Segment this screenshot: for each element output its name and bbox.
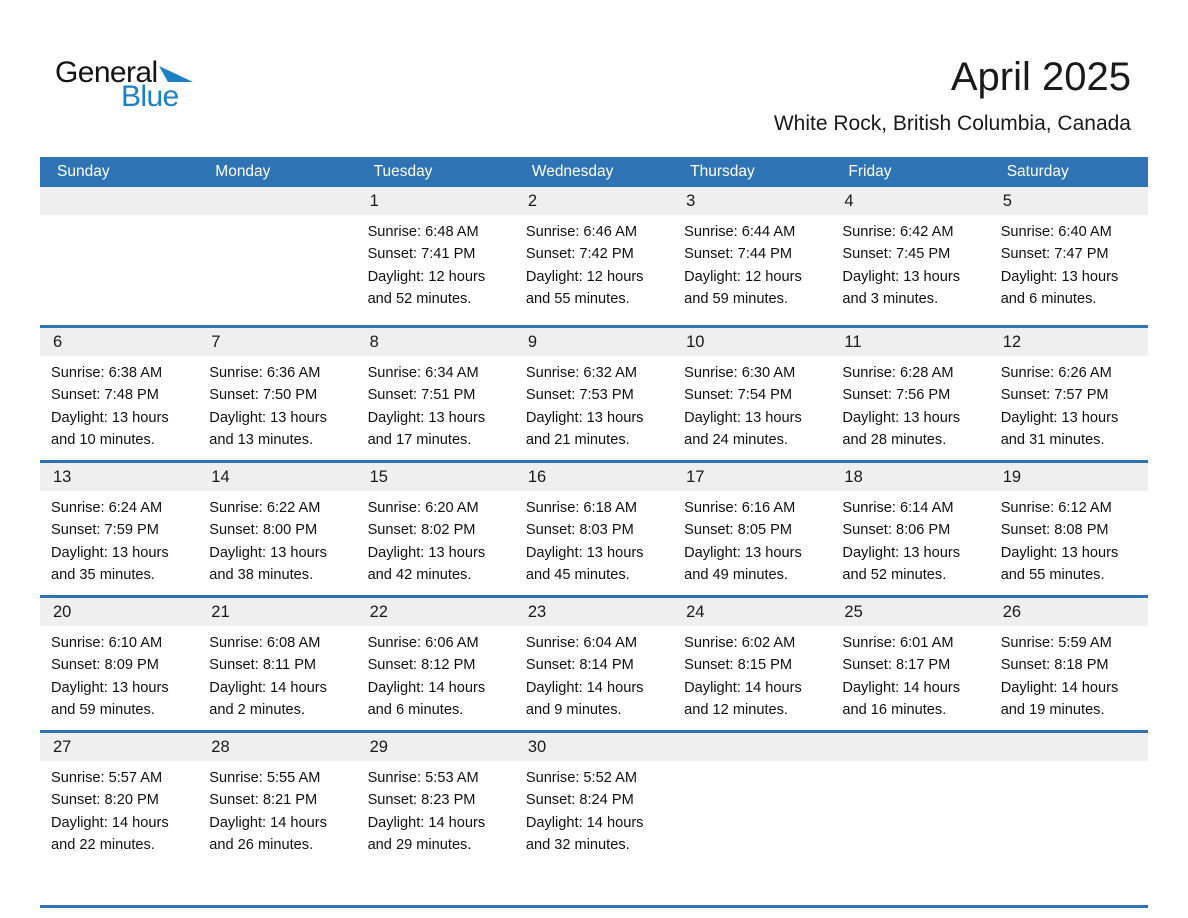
week-row-5 bbox=[40, 730, 1148, 865]
day-cell-empty bbox=[990, 733, 1148, 865]
day-detail-line: and 10 minutes. bbox=[51, 432, 155, 449]
day-detail-line: and 49 minutes. bbox=[684, 567, 788, 584]
day-cell bbox=[990, 187, 1148, 325]
day-detail-line: and 31 minutes. bbox=[1000, 432, 1105, 449]
day-detail-line: Sunset: 7:50 PM bbox=[209, 387, 318, 404]
day-cell bbox=[515, 598, 673, 730]
day-number: 11 bbox=[844, 332, 862, 351]
day-detail-line: Sunrise: 5:52 AM bbox=[525, 770, 637, 786]
day-detail-line: Sunset: 7:53 PM bbox=[525, 387, 634, 404]
day-detail-line: Sunset: 8:14 PM bbox=[525, 657, 634, 674]
day-number: 14 bbox=[211, 467, 230, 486]
day-number-band bbox=[673, 598, 831, 626]
day-detail-line: Sunset: 8:15 PM bbox=[684, 657, 793, 674]
calendar-weeks bbox=[40, 187, 1148, 865]
weekday-header-sunday: Sunday bbox=[57, 163, 110, 180]
day-number: 20 bbox=[53, 602, 72, 621]
day-detail-line: Sunset: 8:17 PM bbox=[842, 657, 951, 674]
day-number-band bbox=[831, 463, 989, 491]
day-number: 9 bbox=[527, 332, 538, 351]
day-details bbox=[357, 491, 515, 587]
day-detail-line: Sunset: 8:18 PM bbox=[1000, 657, 1109, 674]
day-detail-line: and 45 minutes. bbox=[525, 567, 630, 584]
day-detail-line: Daylight: 13 hours bbox=[1000, 409, 1119, 426]
title-block bbox=[774, 56, 1131, 136]
weekday-header-wednesday: Wednesday bbox=[531, 163, 614, 180]
day-detail-line: and 55 minutes. bbox=[525, 291, 630, 308]
day-detail-line: and 3 minutes. bbox=[842, 291, 939, 308]
week-row-1 bbox=[40, 187, 1148, 325]
day-number-band bbox=[831, 187, 989, 215]
day-cell bbox=[990, 463, 1148, 595]
day-cell bbox=[357, 598, 515, 730]
day-detail-line: Daylight: 14 hours bbox=[525, 814, 644, 831]
day-cell bbox=[357, 187, 515, 325]
week-row-3 bbox=[40, 460, 1148, 595]
day-details bbox=[990, 491, 1148, 587]
day-cell bbox=[357, 463, 515, 595]
day-number-band bbox=[990, 328, 1148, 356]
day-details bbox=[198, 356, 356, 452]
day-cell bbox=[990, 598, 1148, 730]
day-detail-line: Sunset: 8:11 PM bbox=[209, 657, 317, 674]
day-detail-line: Sunset: 7:57 PM bbox=[1000, 387, 1109, 404]
day-number-band bbox=[673, 463, 831, 491]
day-details bbox=[831, 356, 989, 452]
day-number-band bbox=[198, 187, 356, 215]
day-number-band bbox=[515, 463, 673, 491]
day-detail-line: Sunrise: 5:57 AM bbox=[51, 770, 163, 786]
day-detail-line: and 9 minutes. bbox=[525, 702, 622, 719]
day-number-band bbox=[990, 598, 1148, 626]
day-cell bbox=[673, 328, 831, 460]
day-number-band bbox=[40, 187, 198, 215]
day-detail-line: Sunrise: 6:18 AM bbox=[525, 500, 637, 516]
location-subtitle: White Rock, British Columbia, Canada bbox=[773, 112, 1131, 135]
day-cell bbox=[831, 463, 989, 595]
weekday-header-saturday: Saturday bbox=[1006, 163, 1069, 180]
day-detail-line: Daylight: 14 hours bbox=[209, 679, 327, 696]
day-detail-line: Daylight: 13 hours bbox=[684, 544, 802, 561]
day-number-band bbox=[990, 187, 1148, 215]
day-detail-line: Sunset: 7:45 PM bbox=[842, 246, 951, 263]
day-details bbox=[40, 215, 198, 221]
day-number-band bbox=[198, 463, 356, 491]
day-number-band bbox=[40, 733, 198, 761]
day-cell bbox=[198, 463, 356, 595]
day-number: 18 bbox=[844, 467, 863, 486]
logo-general-text: General bbox=[55, 56, 158, 89]
day-number: 19 bbox=[1002, 467, 1022, 486]
day-cell bbox=[831, 328, 989, 460]
day-detail-line: Sunset: 7:41 PM bbox=[367, 246, 476, 263]
day-detail-line: Daylight: 13 hours bbox=[1000, 268, 1119, 285]
day-cell bbox=[831, 598, 989, 730]
day-detail-line: Sunrise: 6:40 AM bbox=[1000, 224, 1112, 240]
day-detail-line: Sunset: 8:06 PM bbox=[842, 522, 951, 539]
day-details bbox=[673, 491, 831, 587]
day-number: 13 bbox=[53, 467, 72, 486]
day-detail-line: Daylight: 14 hours bbox=[1000, 679, 1119, 696]
day-details bbox=[40, 626, 198, 722]
day-number-band bbox=[40, 598, 198, 626]
day-details bbox=[673, 356, 831, 452]
day-detail-line: Sunrise: 6:32 AM bbox=[525, 365, 637, 381]
day-details bbox=[990, 215, 1148, 311]
day-detail-line: Sunset: 8:09 PM bbox=[51, 657, 159, 674]
day-detail-line: Sunrise: 6:42 AM bbox=[842, 224, 954, 240]
day-details bbox=[990, 761, 1148, 767]
day-detail-line: and 35 minutes. bbox=[51, 567, 155, 584]
day-detail-line: Sunrise: 6:08 AM bbox=[209, 635, 321, 651]
day-detail-line: Sunrise: 6:20 AM bbox=[367, 500, 479, 516]
day-detail-line: Daylight: 13 hours bbox=[842, 544, 961, 561]
day-detail-line: Daylight: 13 hours bbox=[51, 544, 169, 561]
day-details bbox=[198, 215, 356, 221]
day-detail-line: Daylight: 12 hours bbox=[525, 268, 644, 285]
day-details bbox=[357, 356, 515, 452]
day-detail-line: and 29 minutes. bbox=[367, 837, 472, 854]
day-cell bbox=[40, 328, 198, 460]
day-detail-line: Daylight: 13 hours bbox=[367, 409, 486, 426]
day-detail-line: Sunset: 8:20 PM bbox=[51, 792, 159, 809]
day-detail-line: Sunrise: 6:48 AM bbox=[367, 224, 479, 240]
day-detail-line: Sunset: 7:42 PM bbox=[525, 246, 634, 263]
day-detail-line: and 52 minutes. bbox=[367, 291, 472, 308]
day-detail-line: Sunset: 7:47 PM bbox=[1000, 246, 1109, 263]
day-number-band bbox=[990, 733, 1148, 761]
day-number: 29 bbox=[369, 737, 388, 756]
day-number-band bbox=[673, 187, 831, 215]
day-cell-empty bbox=[831, 733, 989, 865]
day-detail-line: and 6 minutes. bbox=[367, 702, 464, 719]
day-number: 25 bbox=[844, 602, 863, 621]
day-number-band bbox=[357, 187, 515, 215]
day-number-band bbox=[40, 328, 198, 356]
day-detail-line: Sunrise: 5:59 AM bbox=[1000, 635, 1112, 651]
day-cell bbox=[198, 328, 356, 460]
day-number: 6 bbox=[53, 332, 63, 351]
week-row-4 bbox=[40, 595, 1148, 730]
day-number: 3 bbox=[686, 191, 696, 210]
day-detail-line: Sunset: 7:44 PM bbox=[684, 246, 793, 263]
day-detail-line: Sunset: 7:56 PM bbox=[842, 387, 951, 404]
day-number: 21 bbox=[211, 602, 230, 621]
day-number: 15 bbox=[369, 467, 388, 486]
day-number-band bbox=[831, 328, 989, 356]
day-number-band bbox=[198, 733, 356, 761]
day-details bbox=[40, 491, 198, 587]
day-number: 7 bbox=[211, 332, 221, 351]
weekday-header-row bbox=[40, 157, 1148, 187]
day-detail-line: Sunrise: 6:14 AM bbox=[842, 500, 954, 516]
day-cell bbox=[673, 598, 831, 730]
day-number: 10 bbox=[686, 332, 705, 351]
day-detail-line: Sunset: 8:00 PM bbox=[209, 522, 318, 539]
day-detail-line: Daylight: 12 hours bbox=[367, 268, 486, 285]
day-number: 22 bbox=[369, 602, 388, 621]
day-cell bbox=[673, 187, 831, 325]
day-number: 23 bbox=[527, 602, 547, 621]
weekday-header-friday: Friday bbox=[848, 163, 892, 180]
day-detail-line: and 19 minutes. bbox=[1000, 702, 1105, 719]
day-number: 1 bbox=[369, 191, 379, 210]
day-detail-line: and 38 minutes. bbox=[209, 567, 314, 584]
day-detail-line: Sunrise: 6:04 AM bbox=[525, 635, 637, 651]
day-number-band bbox=[357, 328, 515, 356]
day-detail-line: and 28 minutes. bbox=[842, 432, 947, 449]
day-number: 8 bbox=[369, 332, 379, 351]
weekday-header-monday: Monday bbox=[215, 163, 271, 180]
day-detail-line: and 24 minutes. bbox=[684, 432, 788, 449]
day-detail-line: and 17 minutes. bbox=[367, 432, 472, 449]
day-number: 2 bbox=[527, 191, 538, 210]
day-number: 28 bbox=[211, 737, 230, 756]
day-number-band bbox=[357, 463, 515, 491]
day-cell bbox=[198, 598, 356, 730]
day-detail-line: Daylight: 12 hours bbox=[684, 268, 802, 285]
day-detail-line: Sunrise: 6:44 AM bbox=[684, 224, 796, 240]
day-cell bbox=[515, 733, 673, 865]
day-details bbox=[198, 761, 356, 857]
day-detail-line: Sunrise: 6:34 AM bbox=[367, 365, 479, 381]
day-details bbox=[673, 215, 831, 311]
day-number-band bbox=[990, 463, 1148, 491]
day-number: 27 bbox=[53, 737, 72, 756]
day-cell bbox=[515, 328, 673, 460]
day-detail-line: Sunrise: 6:10 AM bbox=[51, 635, 163, 651]
day-details bbox=[357, 215, 515, 311]
day-detail-line: Daylight: 13 hours bbox=[525, 409, 644, 426]
day-detail-line: Daylight: 14 hours bbox=[842, 679, 961, 696]
day-number-band bbox=[40, 463, 198, 491]
day-number-band bbox=[357, 598, 515, 626]
day-number-band bbox=[198, 328, 356, 356]
day-number: 17 bbox=[686, 467, 705, 486]
day-detail-line: Sunrise: 6:26 AM bbox=[1000, 365, 1112, 381]
day-cell bbox=[831, 187, 989, 325]
day-details bbox=[357, 626, 515, 722]
day-detail-line: Daylight: 14 hours bbox=[684, 679, 802, 696]
day-detail-line: Daylight: 14 hours bbox=[367, 679, 486, 696]
day-detail-line: and 42 minutes. bbox=[367, 567, 472, 584]
day-cell bbox=[40, 598, 198, 730]
day-details bbox=[831, 761, 989, 767]
day-detail-line: and 22 minutes. bbox=[51, 837, 155, 854]
day-detail-line: Sunrise: 5:55 AM bbox=[209, 770, 321, 786]
week-row-2 bbox=[40, 325, 1148, 460]
day-detail-line: Daylight: 13 hours bbox=[367, 544, 486, 561]
day-number: 4 bbox=[844, 191, 854, 210]
page-title: April 2025 bbox=[950, 55, 1131, 99]
day-detail-line: and 26 minutes. bbox=[209, 837, 314, 854]
day-detail-line: Daylight: 13 hours bbox=[684, 409, 802, 426]
day-detail-line: and 55 minutes. bbox=[1000, 567, 1105, 584]
day-number-band bbox=[515, 328, 673, 356]
day-detail-line: Daylight: 14 hours bbox=[367, 814, 486, 831]
day-cell bbox=[40, 463, 198, 595]
day-cell bbox=[357, 733, 515, 865]
day-number: 16 bbox=[527, 467, 547, 486]
day-detail-line: and 12 minutes. bbox=[684, 702, 788, 719]
day-detail-line: Sunset: 8:08 PM bbox=[1000, 522, 1109, 539]
day-detail-line: Sunrise: 6:16 AM bbox=[684, 500, 796, 516]
day-cell-empty bbox=[40, 187, 198, 325]
day-number: 24 bbox=[686, 602, 705, 621]
day-details bbox=[831, 491, 989, 587]
day-detail-line: Sunset: 7:51 PM bbox=[367, 387, 476, 404]
day-number-band bbox=[515, 733, 673, 761]
day-details bbox=[515, 215, 673, 311]
day-detail-line: and 13 minutes. bbox=[209, 432, 314, 449]
day-number: 26 bbox=[1002, 602, 1022, 621]
day-number: 12 bbox=[1002, 332, 1022, 351]
day-number-band bbox=[198, 598, 356, 626]
general-blue-logo bbox=[55, 57, 193, 112]
day-detail-line: Sunset: 8:05 PM bbox=[684, 522, 793, 539]
day-detail-line: Sunset: 7:59 PM bbox=[51, 522, 159, 539]
day-detail-line: Sunrise: 6:12 AM bbox=[1000, 500, 1112, 516]
day-detail-line: Sunrise: 6:01 AM bbox=[842, 635, 954, 651]
day-detail-line: Daylight: 13 hours bbox=[1000, 544, 1119, 561]
day-number-band bbox=[673, 733, 831, 761]
day-details bbox=[673, 626, 831, 722]
day-detail-line: and 59 minutes. bbox=[51, 702, 155, 719]
day-number: 30 bbox=[527, 737, 547, 756]
day-details bbox=[40, 761, 198, 857]
day-cell-empty bbox=[673, 733, 831, 865]
day-detail-line: Sunrise: 6:46 AM bbox=[525, 224, 637, 240]
day-number-band bbox=[673, 328, 831, 356]
day-detail-line: Sunrise: 6:06 AM bbox=[367, 635, 479, 651]
day-details bbox=[198, 626, 356, 722]
day-details bbox=[515, 626, 673, 722]
weekday-header-thursday: Thursday bbox=[690, 163, 755, 180]
day-number-band bbox=[515, 187, 673, 215]
day-details bbox=[515, 761, 673, 857]
day-cell bbox=[515, 187, 673, 325]
day-cell bbox=[357, 328, 515, 460]
day-details bbox=[198, 491, 356, 587]
day-details bbox=[40, 356, 198, 452]
day-detail-line: Sunrise: 5:53 AM bbox=[367, 770, 479, 786]
day-details bbox=[831, 215, 989, 311]
day-cell bbox=[40, 733, 198, 865]
day-detail-line: Sunset: 8:23 PM bbox=[367, 792, 476, 809]
day-details bbox=[673, 761, 831, 767]
day-detail-line: Sunset: 7:48 PM bbox=[51, 387, 159, 404]
day-number-band bbox=[831, 733, 989, 761]
day-detail-line: Sunrise: 6:24 AM bbox=[51, 500, 163, 516]
day-detail-line: Daylight: 13 hours bbox=[51, 679, 169, 696]
day-number-band bbox=[515, 598, 673, 626]
day-detail-line: and 6 minutes. bbox=[1000, 291, 1097, 308]
day-detail-line: Sunset: 8:03 PM bbox=[525, 522, 634, 539]
day-detail-line: Daylight: 13 hours bbox=[51, 409, 169, 426]
day-cell bbox=[990, 328, 1148, 460]
day-detail-line: and 16 minutes. bbox=[842, 702, 947, 719]
day-detail-line: Sunset: 8:24 PM bbox=[525, 792, 634, 809]
day-detail-line: and 21 minutes. bbox=[525, 432, 630, 449]
day-detail-line: Sunrise: 6:36 AM bbox=[209, 365, 321, 381]
day-cell bbox=[198, 733, 356, 865]
day-detail-line: Sunrise: 6:02 AM bbox=[684, 635, 796, 651]
day-detail-line: Sunset: 7:54 PM bbox=[684, 387, 793, 404]
day-detail-line: and 52 minutes. bbox=[842, 567, 947, 584]
day-detail-line: Sunrise: 6:38 AM bbox=[51, 365, 163, 381]
day-detail-line: Sunrise: 6:30 AM bbox=[684, 365, 796, 381]
day-cell-empty bbox=[198, 187, 356, 325]
day-detail-line: and 59 minutes. bbox=[684, 291, 788, 308]
day-detail-line: Sunset: 8:12 PM bbox=[367, 657, 476, 674]
day-cell bbox=[515, 463, 673, 595]
day-detail-line: Daylight: 13 hours bbox=[842, 268, 961, 285]
day-detail-line: Daylight: 13 hours bbox=[525, 544, 644, 561]
day-details bbox=[515, 356, 673, 452]
day-details bbox=[990, 356, 1148, 452]
day-detail-line: Daylight: 14 hours bbox=[209, 814, 327, 831]
day-detail-line: Daylight: 14 hours bbox=[525, 679, 644, 696]
day-details bbox=[515, 491, 673, 587]
day-details bbox=[831, 626, 989, 722]
weekday-header-tuesday: Tuesday bbox=[373, 163, 433, 180]
day-detail-line: Daylight: 14 hours bbox=[51, 814, 169, 831]
day-number-band bbox=[831, 598, 989, 626]
day-detail-line: and 32 minutes. bbox=[525, 837, 630, 854]
day-detail-line: and 2 minutes. bbox=[209, 702, 306, 719]
day-number: 5 bbox=[1002, 191, 1012, 210]
day-cell bbox=[673, 463, 831, 595]
day-detail-line: Daylight: 13 hours bbox=[842, 409, 961, 426]
day-details bbox=[990, 626, 1148, 722]
logo-blue-text: Blue bbox=[121, 79, 179, 113]
day-detail-line: Sunset: 8:02 PM bbox=[367, 522, 476, 539]
day-detail-line: Sunrise: 6:22 AM bbox=[209, 500, 321, 516]
day-detail-line: Sunrise: 6:28 AM bbox=[842, 365, 954, 381]
day-detail-line: Daylight: 13 hours bbox=[209, 409, 327, 426]
day-detail-line: Sunset: 8:21 PM bbox=[209, 792, 318, 809]
day-number-band bbox=[357, 733, 515, 761]
day-detail-line: Daylight: 13 hours bbox=[209, 544, 327, 561]
day-details bbox=[357, 761, 515, 857]
calendar-table bbox=[40, 157, 1148, 908]
